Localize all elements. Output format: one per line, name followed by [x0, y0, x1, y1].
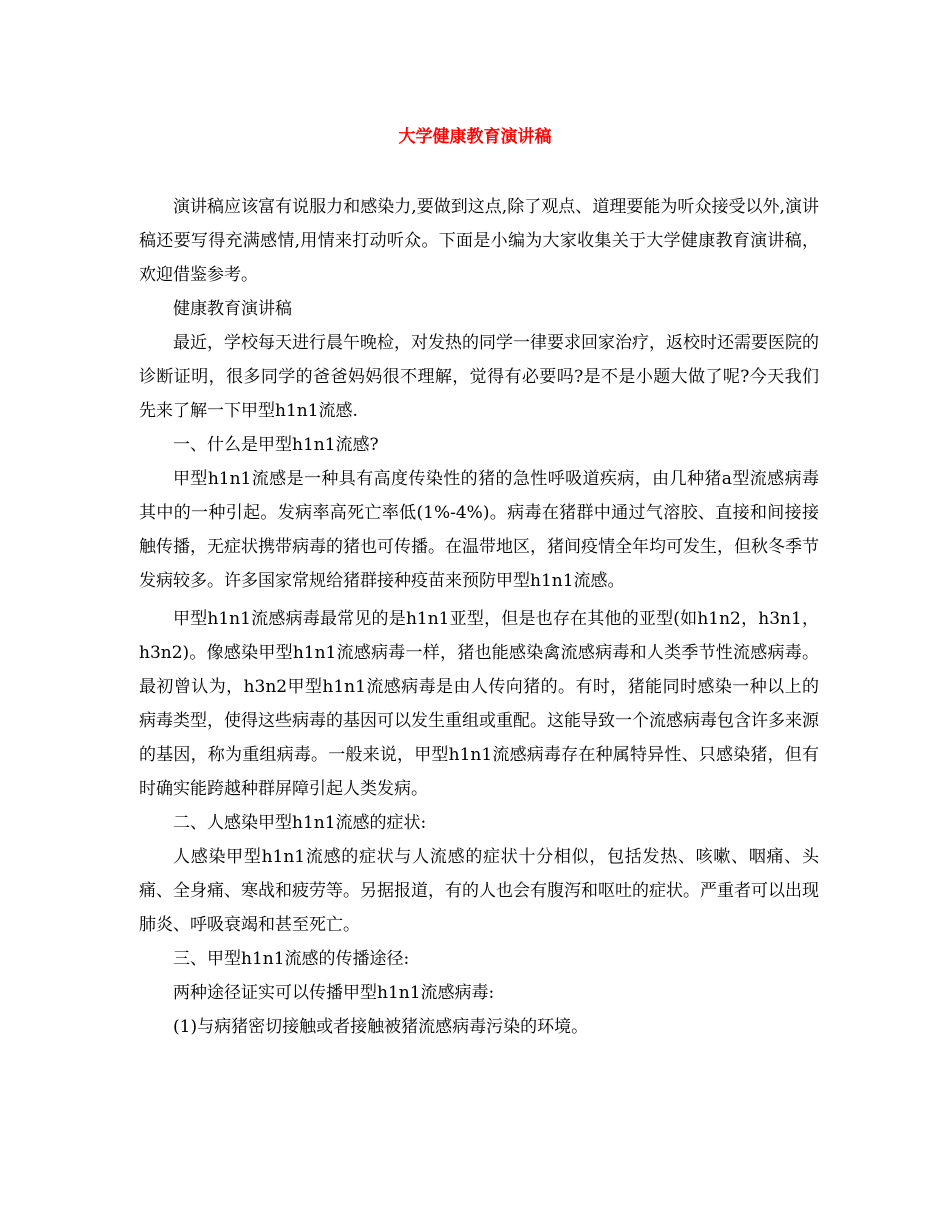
paragraph-subtitle: 健康教育演讲稿	[173, 299, 292, 319]
document-body	[139, 190, 819, 1044]
paragraph-definition: 甲型h1n1流感是一种具有高度传染性的猪的急性呼吸道疾病，由几种猪a型流感病毒其中的一种引起。发病率高死亡率低(1%-4%)。病毒在猪群中通过气溶胶、直接和间接接触传播，无症状携带病毒的猪也可传播。在温带地区，猪间疫情全年均可发生，但秋冬季节发病较多。许多国家常规给猪群接种疫苗来预防甲型h1n1流感。	[139, 469, 819, 591]
paragraph-transmission: 两种途径证实可以传播甲型h1n1流感病毒:	[173, 983, 495, 1003]
paragraph-intro: 演讲稿应该富有说服力和感染力,要做到这点,除了观点、道理要能为听众接受以外,演讲稿还要写得充满感情,用情来打动听众。下面是小编为大家收集关于大学健康教育演讲稿，欢迎借鉴参考。	[139, 197, 819, 285]
section-heading-3: 三、甲型h1n1流感的传播途径:	[173, 949, 410, 969]
document-title: 大学健康教育演讲稿	[398, 127, 552, 147]
section-heading-2: 二、人感染甲型h1n1流感的症状:	[173, 813, 427, 833]
paragraph-symptoms: 人感染甲型h1n1流感的症状与人流感的症状十分相似，包括发热、咳嗽、咽痛、头痛、全身痛、寒战和疲劳等。另据报道，有的人也会有腹泻和呕吐的症状。严重者可以出现肺炎、呼吸衰竭和甚至死亡。	[139, 847, 819, 935]
paragraph-recent: 最近，学校每天进行晨午晚检，对发热的同学一律要求回家治疗，返校时还需要医院的诊断证明，很多同学的爸爸妈妈很不理解，觉得有必要吗?是不是小题大做了呢?今天我们先来了解一下甲型h1n1流感.	[139, 333, 819, 421]
paragraph-route-1: (1)与病猪密切接触或者接触被猪流感病毒污染的环境。	[173, 1017, 589, 1037]
section-heading-1: 一、什么是甲型h1n1流感?	[173, 435, 379, 455]
paragraph-subtypes: 甲型h1n1流感病毒最常见的是h1n1亚型，但是也存在其他的亚型(如h1n2，h3n1，h3n2)。像感染甲型h1n1流感病毒一样，猪也能感染禽流感病毒和人类季节性流感病毒。最初曾认为，h3n2甲型h1n1流感病毒是由人传向猪的。有时，猪能同时感染一种以上的病毒类型，使得这些病毒的基因可以发生重组或重配。这能导致一个流感病毒包含许多来源的基因，称为重组病毒。一般来说，甲型h1n1流感病毒存在种属特异性、只感染猪，但有时确实能跨越种群屏障引起人类发病。	[139, 609, 819, 799]
